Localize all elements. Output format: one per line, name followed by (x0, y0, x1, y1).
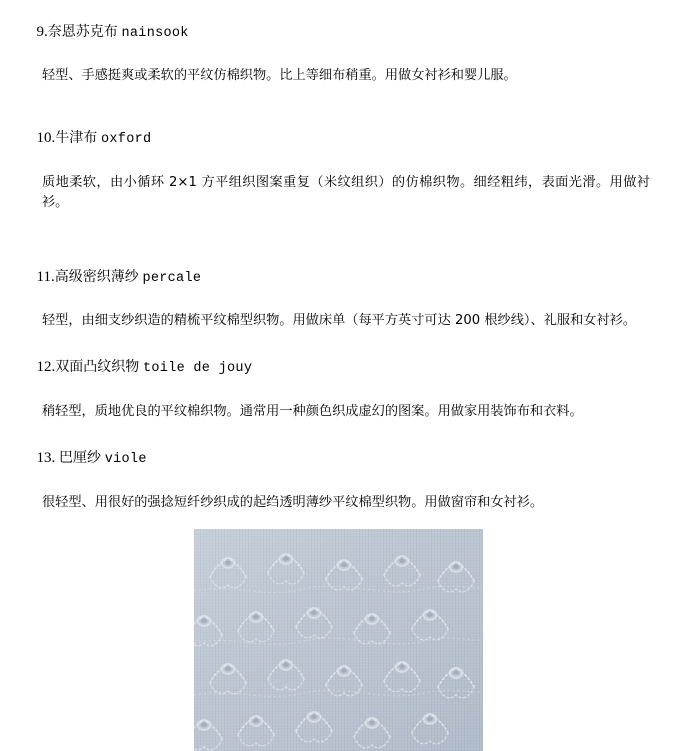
entry-13-term-cn: 巴厘纱 (59, 450, 101, 467)
entry-9-term-cn: 奈恩苏克布 (47, 23, 118, 40)
entry-10-number: 10. (36, 130, 56, 147)
entry-13-description: 很轻型、用很好的强捻短纤纱织成的起绉透明薄纱平纹棉型织物。用做窗帘和女衬衫。 (42, 494, 544, 510)
entry-11 (0, 245, 676, 332)
entry-9-description: 轻型、手感挺爽或柔软的平纹仿棉织物。比上等细布稍重。用做女衬衫和婴儿服。 (42, 68, 517, 84)
entry-10-term-en: oxford (101, 132, 152, 148)
figure-container (0, 529, 676, 751)
entry-9-term (0, 0, 676, 65)
spacer (0, 87, 676, 107)
entry-11-term (0, 245, 676, 310)
entry-11-number: 11. (36, 268, 55, 285)
entry-12-number: 12. (36, 359, 56, 376)
entry-12-description: 稍轻型，质地优良的平纹棉织物。通常用一种颜色织成虚幻的图案。用做家用装饰布和衣料。 (42, 403, 583, 419)
entry-10-term-cn: 牛津布 (55, 130, 98, 147)
entry-11-term-en: percale (142, 270, 202, 286)
entry-13-term-en: viole (104, 452, 147, 468)
entry-12-term (0, 336, 676, 401)
entry-10-term (0, 107, 676, 172)
fabric-swatch-image (194, 529, 483, 751)
entry-13-term (0, 426, 676, 491)
entry-13-number: 13. (36, 450, 56, 467)
entry-11-term-cn: 高级密织薄纱 (54, 268, 139, 285)
entry-12-term-en: toile de jouy (143, 361, 253, 377)
entry-10 (0, 107, 676, 214)
entry-9-number: 9. (36, 23, 48, 40)
entry-10-description: 质地柔软，由小循环 2×1 方平组织图案重复（米纹组织）的仿棉织物。细经粗纬，表面光滑。用做衬衫。 (42, 174, 650, 211)
entry-9-term-en: nainsook (121, 25, 189, 41)
entry-9 (0, 0, 676, 87)
entry-12 (0, 336, 676, 423)
spacer (0, 234, 676, 245)
spacer (0, 214, 676, 234)
entry-12-term-cn: 双面凸纹织物 (55, 359, 140, 376)
entry-11-description: 轻型，由细支纱织造的精梳平纹棉型织物。用做床单（每平方英寸可达 200 根纱线）、礼服和女衬衫。 (42, 313, 637, 329)
entry-13 (0, 426, 676, 513)
